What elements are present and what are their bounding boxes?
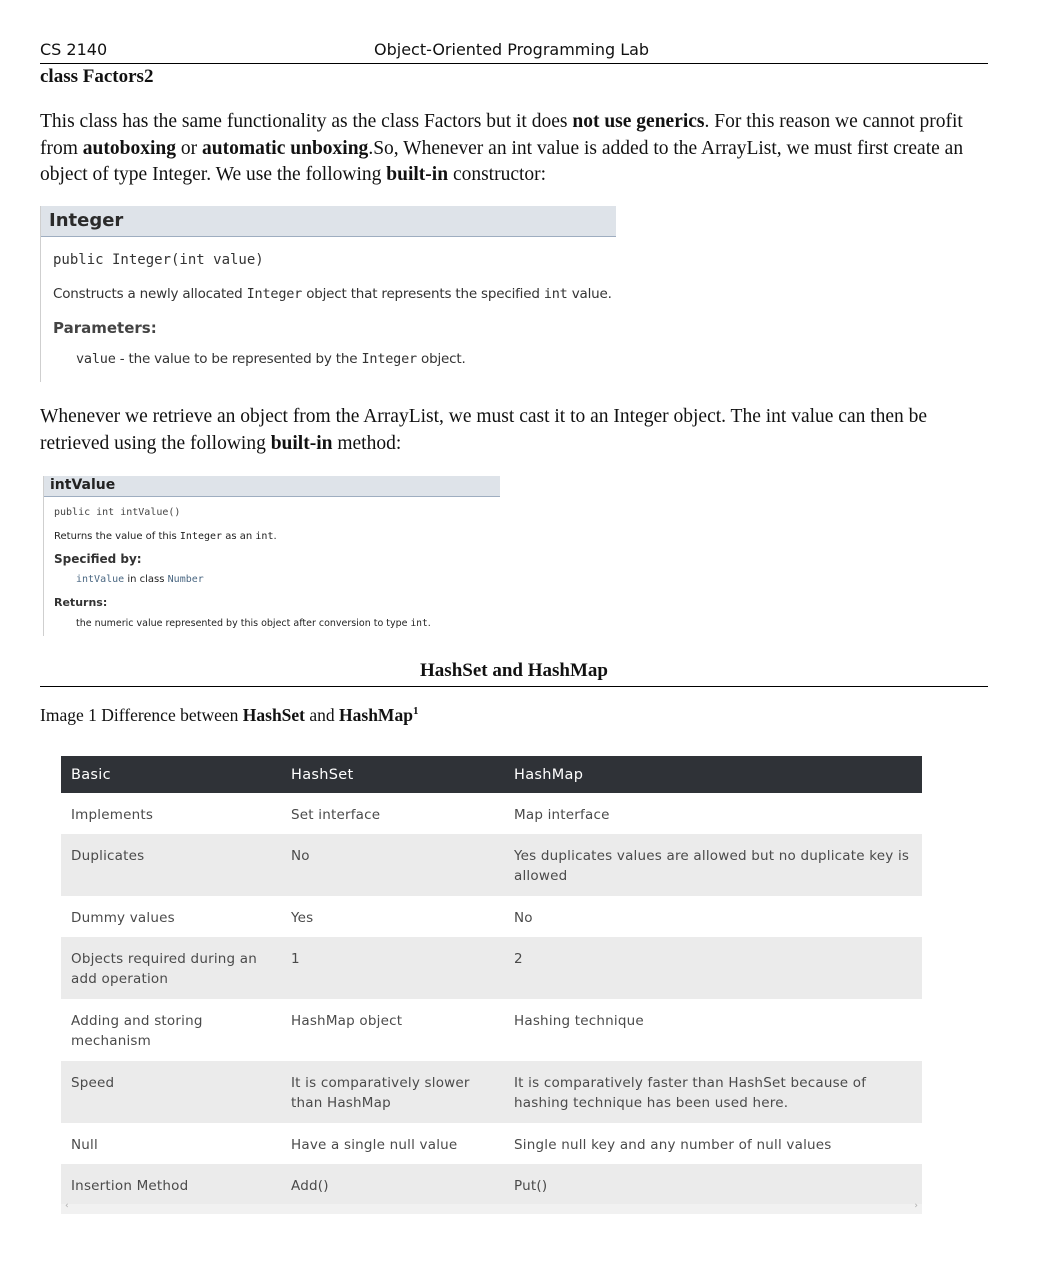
doc-parameters-label: Parameters: (53, 319, 157, 337)
table-cell: Single null key and any number of null values (504, 1123, 922, 1164)
table-cell: Map interface (504, 793, 922, 834)
table-cell: 1 (281, 937, 504, 999)
table-cell: Hashing technique (504, 999, 922, 1061)
doc-parameter-desc: value - the value to be represented by the Integer object. (76, 351, 466, 367)
doc-specified-label: Specified by: (54, 552, 142, 566)
table-cell: Adding and storing mechanism (61, 999, 281, 1061)
table-cell: Objects required during an add operation (61, 937, 281, 999)
table-row (61, 793, 922, 834)
table-cell: Insertion Method (61, 1164, 281, 1205)
header-hashset: HashSet (281, 756, 504, 793)
doc-returns-desc: the numeric value represented by this object after conversion to type int. (76, 618, 431, 629)
course-subject: Object-Oriented Programming Lab (374, 40, 650, 59)
scroll-left-icon[interactable]: ‹ (65, 1201, 69, 1211)
doc-specified-by: intValue in class Number (76, 574, 204, 585)
table-cell: It is comparatively slower than HashMap (281, 1061, 504, 1123)
table-row (61, 834, 922, 896)
table-cell: Put() (504, 1164, 922, 1205)
intro-paragraph: This class has the same functionality as the class Factors but it does not use generics. For this reason we cannot profit from autoboxing or automatic unboxing.So, Whenever an int value is added to the ArrayList, we must first create an object of type Integer. We use the following built-in constructor: (40, 111, 964, 185)
table-row (61, 1123, 922, 1164)
intvalue-link[interactable]: intValue (76, 574, 125, 585)
table-row (61, 999, 922, 1061)
table-cell: Set interface (281, 793, 504, 834)
comparison-table (61, 756, 922, 1205)
doc-description: Returns the value of this Integer as an int. (54, 531, 277, 542)
number-class-link[interactable]: Number (167, 574, 204, 585)
section-heading: HashSet and HashMap (40, 660, 988, 687)
table-cell: 2 (504, 937, 922, 999)
doc-returns-label: Returns: (54, 596, 108, 609)
table-cell: It is comparatively faster than HashSet because of hashing technique has been used here. (504, 1061, 922, 1123)
header-basic: Basic (61, 756, 281, 793)
course-code: CS 2140 (40, 40, 108, 59)
table-cell: Yes duplicates values are allowed but no duplicate key is allowed (504, 834, 922, 896)
table-cell: Have a single null value (281, 1123, 504, 1164)
table-cell: Add() (281, 1164, 504, 1205)
table-row (61, 937, 922, 999)
table-cell: No (504, 896, 922, 937)
doc-title: intValue (44, 476, 500, 497)
table-row (61, 1061, 922, 1123)
horizontal-scrollbar[interactable] (61, 1201, 922, 1214)
doc-description: Constructs a newly allocated Integer object that represents the specified int value. (53, 286, 612, 302)
table-row (61, 1164, 922, 1205)
table-cell: Yes (281, 896, 504, 937)
table-cell: HashMap object (281, 999, 504, 1061)
retrieve-paragraph: Whenever we retrieve an object from the ArrayList, we must cast it to an Integer object. The int value can then be retrieved using the following built-in method: (40, 406, 928, 454)
table-cell: Dummy values (61, 896, 281, 937)
footnote-marker[interactable]: 1 (412, 705, 419, 718)
image-caption: Image 1 Difference between HashSet and HashMap$^1$ (40, 705, 419, 725)
doc-signature: public int intValue() (54, 507, 181, 518)
table-header-row (61, 756, 922, 793)
scroll-right-icon[interactable]: › (914, 1201, 918, 1211)
integer-constructor-doc (40, 206, 616, 382)
table-cell: Implements (61, 793, 281, 834)
table-cell: No (281, 834, 504, 896)
table-cell: Null (61, 1123, 281, 1164)
class-title: class Factors2 (40, 66, 154, 87)
table-cell: Duplicates (61, 834, 281, 896)
intvalue-method-doc (43, 476, 500, 636)
table-row (61, 896, 922, 937)
table-cell: Speed (61, 1061, 281, 1123)
doc-title: Integer (41, 206, 616, 237)
page-header (40, 38, 988, 64)
doc-signature: public Integer(int value) (53, 252, 264, 268)
header-hashmap: HashMap (504, 756, 922, 793)
